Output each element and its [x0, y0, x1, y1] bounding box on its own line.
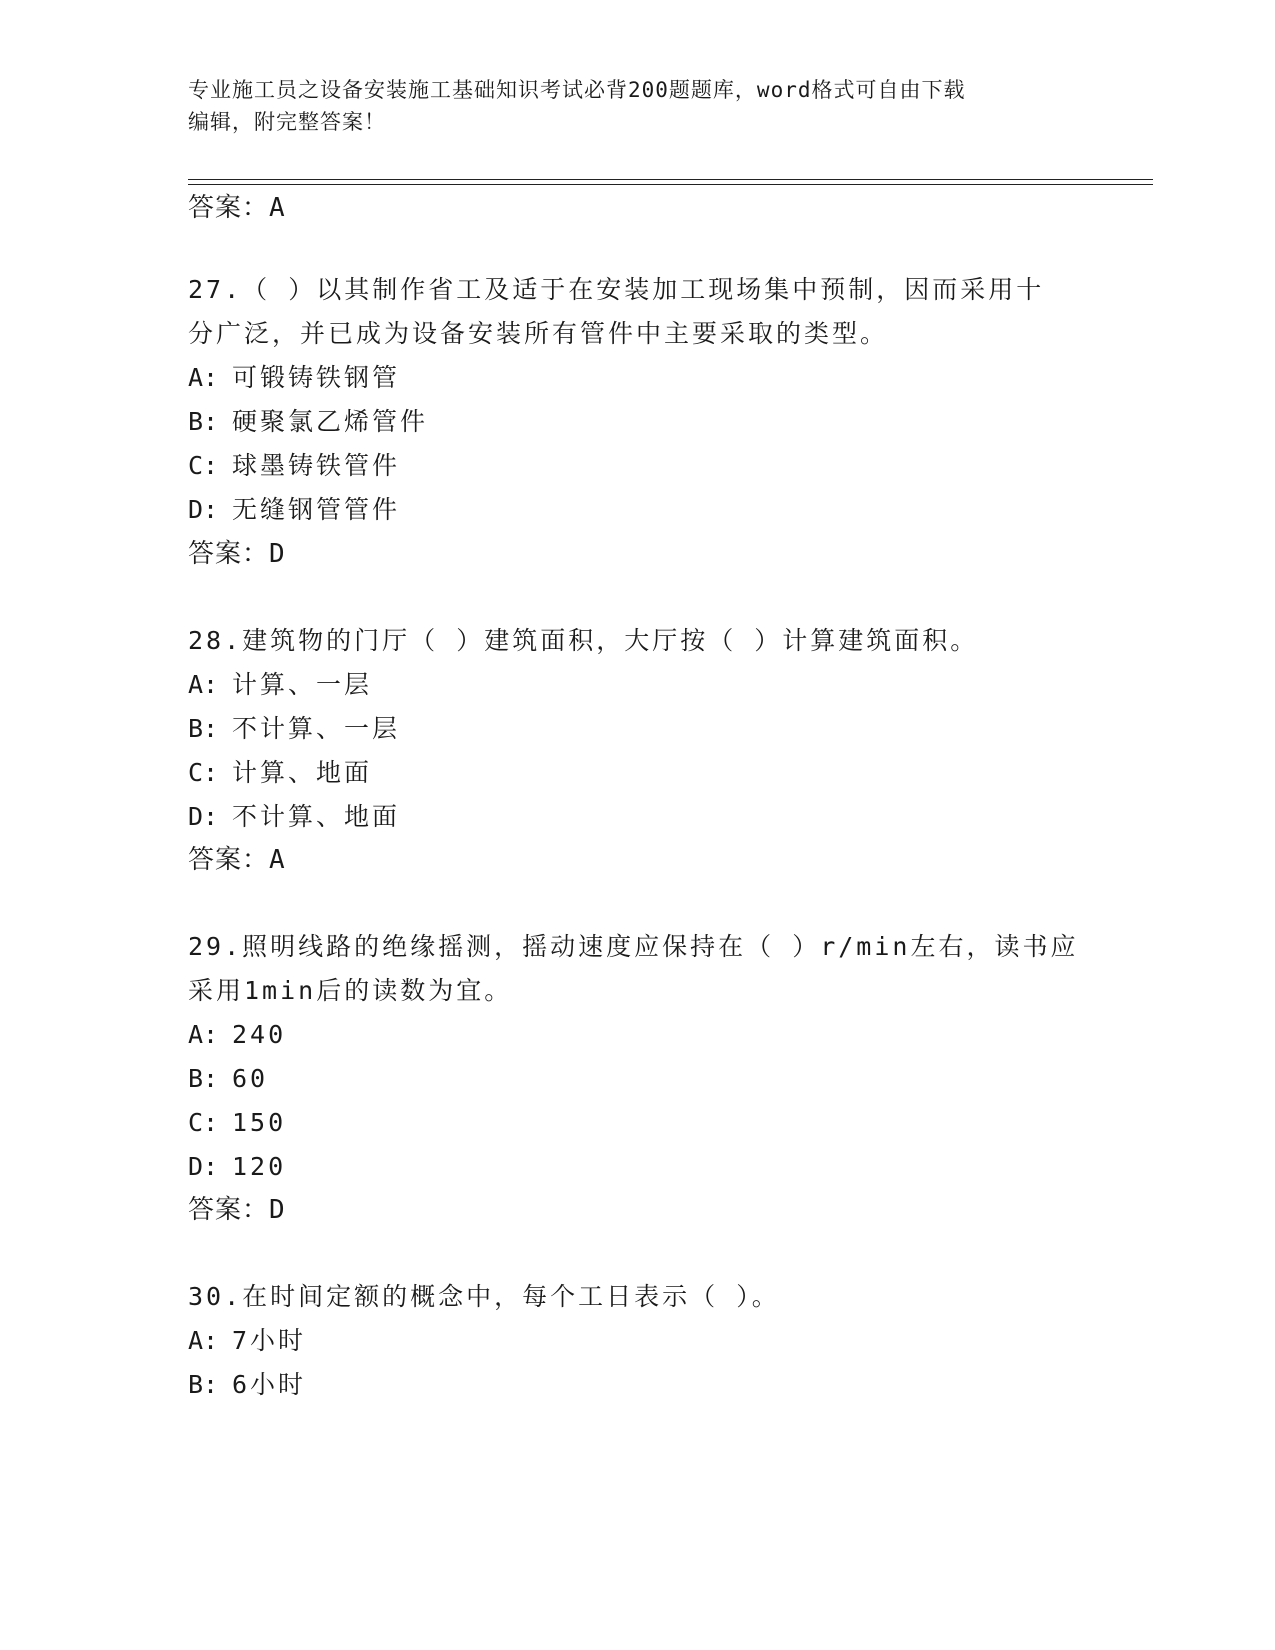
option-text: 可锻铸铁钢管	[232, 363, 401, 392]
question-29-option-d	[188, 1150, 286, 1184]
option-letter: C:	[188, 758, 219, 787]
option-text: 无缝钢管管件	[232, 495, 401, 524]
option-text: 6小时	[232, 1370, 307, 1399]
option-text: 150	[232, 1108, 287, 1137]
option-text: 120	[232, 1152, 287, 1181]
header-line-1: 专业施工员之设备安装施工基础知识考试必背200题题库，word格式可自由下载	[188, 78, 966, 102]
question-30-stem-line-1: 30.在时间定额的概念中，每个工日表示（ ）。	[188, 1282, 780, 1311]
option-text: 不计算、地面	[232, 802, 401, 831]
option-letter: D:	[188, 802, 219, 831]
option-letter: A:	[188, 1020, 219, 1049]
option-text: 不计算、一层	[232, 714, 401, 743]
option-letter: B:	[188, 1064, 219, 1093]
header-divider-top	[188, 179, 1153, 180]
question-29-answer: 答案：D	[188, 1195, 286, 1225]
question-28-option-d	[188, 800, 400, 834]
question-27-option-b	[188, 405, 428, 439]
option-text: 计算、一层	[232, 670, 373, 699]
option-letter: A:	[188, 1326, 219, 1355]
option-text: 240	[232, 1020, 287, 1049]
option-letter: D:	[188, 495, 219, 524]
question-28-option-c	[188, 756, 372, 790]
option-letter: B:	[188, 714, 219, 743]
question-29-stem-line-2: 采用1min后的读数为宜。	[188, 976, 513, 1005]
option-text: 60	[232, 1064, 269, 1093]
question-28-stem-line-1: 28.建筑物的门厅（ ）建筑面积，大厅按（ ）计算建筑面积。	[188, 626, 979, 655]
option-text: 球墨铸铁管件	[232, 451, 401, 480]
question-29-option-a	[188, 1018, 286, 1052]
option-text: 硬聚氯乙烯管件	[232, 407, 429, 436]
question-29-option-b	[188, 1062, 268, 1096]
question-29-option-c	[188, 1106, 286, 1140]
option-letter: B:	[188, 407, 219, 436]
document-header	[188, 74, 1068, 138]
option-letter: D:	[188, 1152, 219, 1181]
option-text: 计算、地面	[232, 758, 373, 787]
question-28-option-b	[188, 712, 400, 746]
option-letter: B:	[188, 1370, 219, 1399]
question-28-answer: 答案：A	[188, 845, 286, 875]
previous-answer: 答案：A	[188, 193, 286, 223]
question-27-option-d	[188, 493, 400, 527]
question-29-stem-line-1: 29.照明线路的绝缘摇测，摇动速度应保持在（ ）r/min左右，读书应	[188, 932, 1079, 961]
option-text: 7小时	[232, 1326, 307, 1355]
option-letter: A:	[188, 670, 219, 699]
question-27-stem-line-1: 27.（ ）以其制作省工及适于在安装加工现场集中预制，因而采用十	[188, 275, 1045, 304]
question-30-option-a	[188, 1324, 306, 1358]
question-27-option-a	[188, 361, 400, 395]
header-divider-bottom	[188, 184, 1153, 185]
option-letter: C:	[188, 1108, 219, 1137]
question-27-option-c	[188, 449, 400, 483]
question-27-answer: 答案：D	[188, 539, 286, 569]
question-28-option-a	[188, 668, 372, 702]
question-27-stem-line-2: 分广泛，并已成为设备安装所有管件中主要采取的类型。	[188, 319, 889, 348]
option-letter: C:	[188, 451, 219, 480]
option-letter: A:	[188, 363, 219, 392]
question-30-option-b	[188, 1368, 306, 1402]
header-line-2: 编辑，附完整答案！	[188, 110, 386, 134]
